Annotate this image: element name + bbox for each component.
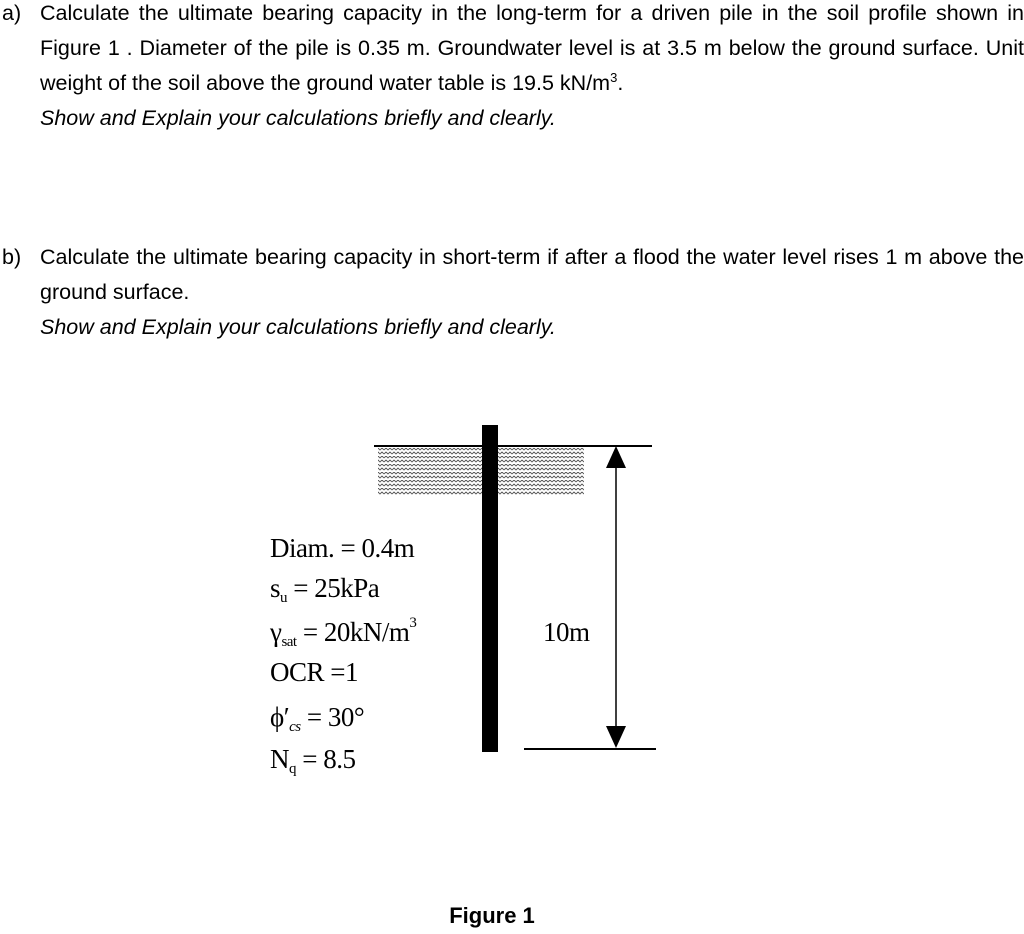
question-b-letter: b) [2, 245, 22, 269]
su-label: su = 25kPa [270, 573, 380, 606]
arrow-up-icon [606, 446, 626, 468]
soil-hatch-right [498, 448, 584, 496]
question-a-instruction: Show and Explain your calculations briefly and clearly. [40, 106, 556, 130]
nq-label: Nq = 8.5 [270, 744, 356, 777]
pile [482, 425, 498, 752]
figure-caption: Figure 1 [449, 903, 535, 928]
question-a-letter: a) [2, 1, 22, 25]
diameter-label: Diam. = 0.4m [270, 533, 415, 563]
phi-cs-label: ϕ′cs = 30° [270, 702, 365, 735]
question-b-text: Calculate the ultimate bearing capacity in short-term if after a flood the water level rises 1 m above the ground surface. [40, 245, 1024, 304]
ocr-label: OCR =1 [270, 657, 358, 687]
arrow-down-icon [606, 726, 626, 748]
gamma-sat-label: $\gamma sat = 20kN/m^3$ [270, 615, 417, 650]
question-a-text: Calculate the ultimate bearing capacity in the long-term for a driven pile in the soil profile shown in Figure 1 . Diameter of the pile is 0.35 m. Groundwater level is at 3.5 m below the ground surface. Unit weight of the soil above the ground water table is 19.5 $kN/m^3$. [40, 1, 1024, 95]
question-b-instruction: Show and Explain your calculations briefly and clearly. [40, 315, 556, 339]
length-label: 10m [543, 617, 590, 647]
soil-hatch-left [378, 448, 482, 496]
